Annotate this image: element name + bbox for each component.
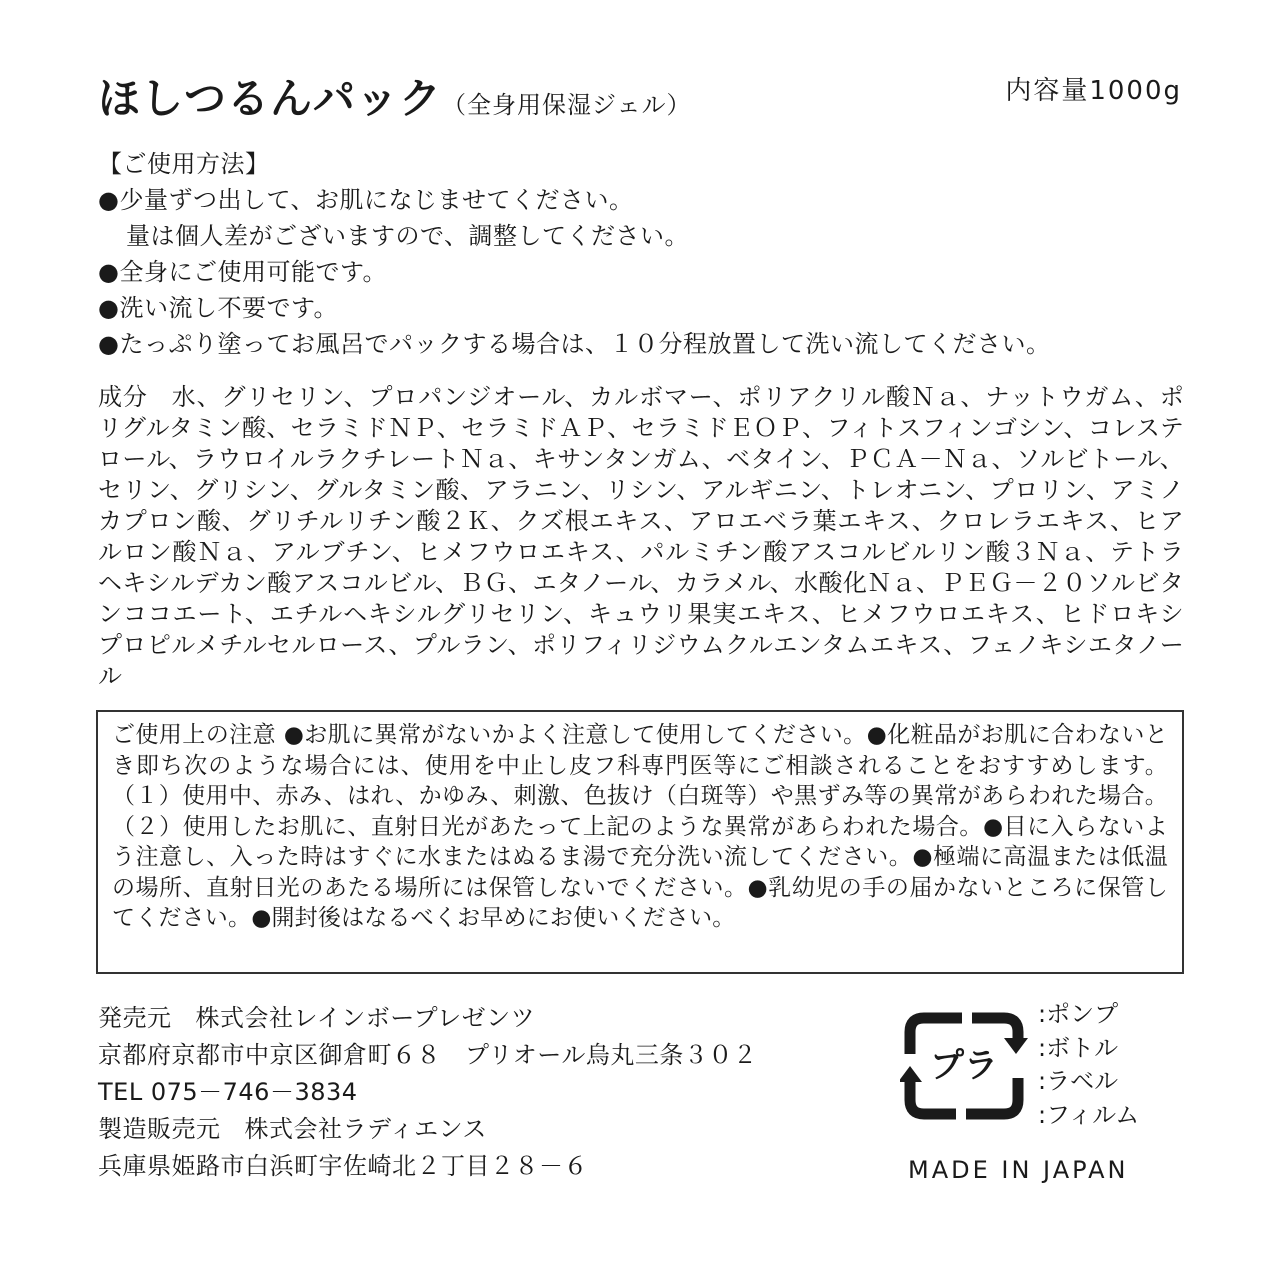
usage-line: 量は個人差がございますので、調整してください。 [126, 222, 690, 250]
pla-recycle-icon [900, 1004, 1030, 1128]
usage-line: ●洗い流し不要です。 [98, 294, 339, 322]
caution-text: ご使用上の注意 ●お肌に異常がないかよく注意して使用してください。●化粧品がお肌に合わないとき即ち次のような場合には、使用を中止し皮フ科専門医等にご相談されることをおすすめします。（１）使用中、赤み、はれ、かゆみ、刺激、色抜け（白斑等）や黒ずみ等の異常があらわれた場合。（２）使用したお肌に、直射日光があたって上記のような異常があらわれた場合。●目に入らないよう注意し、入った時はすぐに水またはぬるま湯で充分洗い流してください。●極端に高温または低温の場所、直射日光のあたる場所には保管しないでください。●乳幼児の手の届かないところに保管してください。●開封後はなるべくお早めにお使いください。 [112, 722, 1168, 931]
volume-label: 内容量1000g [1005, 76, 1182, 106]
product-title [98, 66, 692, 126]
material-item: :ボトル [1038, 1033, 1119, 1062]
seller-address [98, 1037, 858, 1074]
ingredients-label: 成分 [98, 383, 148, 411]
ingredients-section [98, 382, 1184, 692]
origin-label: MADE IN JAPAN [908, 1156, 1129, 1184]
material-item: :フィルム [1038, 1100, 1140, 1129]
tel-line: TEL 075－746－3834 [98, 1078, 358, 1106]
usage-heading: 【ご使用方法】 [98, 150, 270, 178]
product-name: ほしつるんパック [98, 74, 443, 123]
maker-line [98, 1111, 858, 1148]
company-info [98, 1000, 858, 1185]
usage-section [98, 146, 1188, 362]
seller-label: 発売元 [98, 1004, 172, 1032]
seller-address-b: プリオール烏丸三条３０２ [465, 1041, 758, 1069]
usage-line: ●全身にご使用可能です。 [98, 258, 388, 286]
material-item: :ラベル [1038, 1067, 1119, 1095]
seller-line [98, 1000, 858, 1037]
maker-address: 兵庫県姫路市白浜町宇佐崎北２丁目２８－６ [98, 1152, 588, 1180]
usage-line: ●少量ずつ出して、お肌になじませてください。 [98, 186, 634, 214]
usage-line: ●たっぷり塗ってお風呂でパックする場合は、１０分程放置して洗い流してください。 [98, 330, 1051, 358]
recycle-materials [1038, 998, 1188, 1132]
ingredients-list: 水、グリセリン、プロパンジオール、カルボマー、ポリアクリル酸Ｎａ、ナットウガム、ポリグルタミン酸、セラミドＮＰ、セラミドＡＰ、セラミドＥＯＰ、フィトスフィンゴシン、コレステロール、ラウロイルラクチレートＮａ、キサンタンガム、ベタイン、ＰＣＡ－Ｎａ、ソルビトール、セリン、グリシン、グルタミン酸、アラニン、リシン、アルギニン、トレオニン、プロリン、アミノカプロン酸、グリチルリチン酸２Ｋ、クズ根エキス、アロエベラ葉エキス、クロレラエキス、ヒアルロン酸Ｎａ、アルブチン、ヒメフウロエキス、パルミチン酸アスコルビルリン酸３Ｎａ、テトラヘキシルデカン酸アスコルビル、ＢＧ、エタノール、カラメル、水酸化Ｎａ、ＰＥＧ－２０ソルビタンココエート、エチルヘキシルグリセリン、キュウリ果実エキス、ヒメフウロエキス、ヒドロキシプロピルメチルセルロース、プルラン、ポリフィリジウムクルエンタムエキス、フェノキシエタノール [98, 383, 1184, 690]
seller-name: 株式会社レインボープレゼンツ [195, 1004, 536, 1032]
maker-label: 製造販売元 [98, 1115, 221, 1143]
product-subtitle: （全身用保湿ジェル） [442, 91, 692, 119]
caution-box [96, 710, 1184, 974]
material-item: :ポンプ [1038, 1000, 1119, 1028]
seller-address-a: 京都府京都市中京区御倉町６８ [98, 1041, 441, 1069]
maker-name: 株式会社ラディエンス [244, 1115, 487, 1143]
pla-mark-text: プラ [930, 1046, 998, 1086]
header [98, 62, 1182, 122]
